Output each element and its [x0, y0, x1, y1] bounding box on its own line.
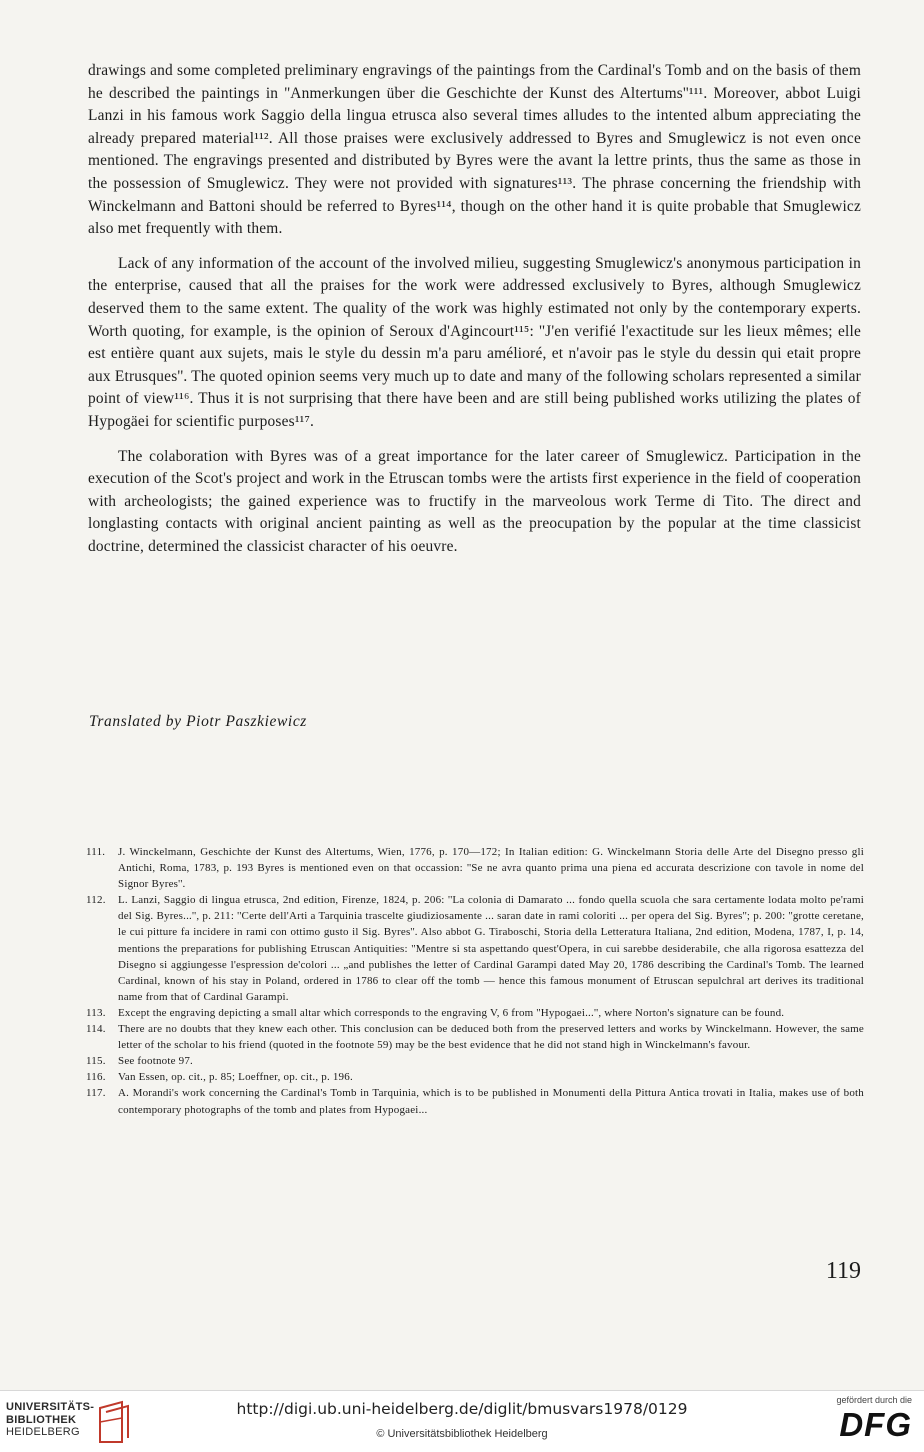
permalink-url[interactable]: http://digi.ub.uni-heidelberg.de/diglit/bmusvars1978/0129	[236, 1400, 688, 1418]
dfg-logo: DFG	[839, 1406, 912, 1443]
footnotes	[86, 844, 864, 1118]
footnote-number: 114.	[86, 1023, 106, 1036]
page-number: 119	[825, 1258, 861, 1284]
footnote-number: 115.	[86, 1055, 106, 1068]
footnote-text: J. Winckelmann, Geschichte der Kunst des Altertums, Wien, 1776, p. 170—172; In Italian edition: G. Winckelmann Storia delle Arte del Disegno presso gli Antichi, Roma, 1783, p. 193 Byres is mentioned even on that occassion: ''Se ne avra quanto prima una piena ed accurata descrizione con tavole in nome del Signor Byres''.	[118, 846, 864, 891]
footnote-number: 111.	[86, 846, 106, 858]
footnote-text: A. Morandi's work concerning the Cardinal's Tomb in Tarquinia, which is to be published in Monumenti della Pittura Antica trovati in Italia, makes use of both contemporary photographs of the tomb and plates from Hypogaei...	[118, 1087, 864, 1116]
footnote-number: 112.	[86, 894, 106, 907]
footnote	[86, 1005, 864, 1021]
footnote-number: 116.	[86, 1071, 106, 1084]
footnote	[86, 1021, 864, 1053]
footnote	[86, 844, 864, 892]
body-text	[88, 60, 861, 570]
paragraph-3: The colaboration with Byres was of a great importance for the later career of Smuglewicz. Participation in the execution of the Scot's project and work in the Etruscan tombs were the artists first experience in the field of cooperation with archeologists; the gained experience was to fructify in the marveolous work Terme di Tito. The direct and longlasting contacts with original ancient painting as well as the preocupation by the popular at the time classicist doctrine, determined the classicist character of his oeuvre.	[88, 447, 861, 555]
library-line: BIBLIOTHEK	[6, 1413, 77, 1426]
footnote-text: Except the engraving depicting a small altar which corresponds to the engraving V, 6 from ''Hypogaei...'', where Norton's signature can be found.	[118, 1006, 785, 1019]
paragraph-1: drawings and some completed preliminary engravings of the paintings from the Cardinal's Tomb and on the basis of them he described the paintings in ''Anmerkungen über die Geschichte der Kunst des Altertums''¹¹¹. Moreover, abbot Luigi Lanzi in his famous work Saggio della lingua etrusca also several times alludes to the intented album appreciating the already prepared material¹¹². All those praises were exclusively addressed to Byres and Smuglewicz is not even once mentioned. The engravings presented and distributed by Byres were the avant la lettre prints, thus the same as those in the possession of Smuglewicz. They were not provided with signatures¹¹³. The phrase concerning the friendship with Winckelmann and Battoni should be referred to Byres¹¹⁴, though on the other hand it is quite probable that Smuglewicz also met frequently with them.	[88, 62, 861, 238]
footnote	[86, 892, 864, 1005]
footnote	[86, 1053, 864, 1069]
footnote-text: Van Essen, op. cit., p. 85; Loeffner, op. cit., p. 196.	[118, 1071, 353, 1084]
footnote-text: L. Lanzi, Saggio di lingua etrusca, 2nd edition, Firenze, 1824, p. 206: ''La colonia di Damarato ... fondo quella scuola che sara certamente lodata molto pe'rami del Sig. Byres...'', p. 211: ''Certe dell'Arti a Tarquinia trascelte giudiziosamente ... saran date in rami coloriti ... per opera del Sig. Byres''; p. 200: ''grotte ceretane, le cui pitture fa incidere in rami con ottimo gusto il Sig. Byres''. Also abbot G. Tiraboschi, Storia della Letteratura Italiana, 2nd edition, Modena, 1787, I, p. 14, mentions the preparations for publishing Etruscan Antiquities: ''Mentre si sta aspettando quest'Opera, in cui sarebbe desiderabile, che alla rigorosa esattezza del Disegno si aggiungesse l'espression de'colori ... „and publishes the letter of Cardinal Garampi dated May 20, 1786 describing the Cardinal's Tomb. The learned Cardinal, known of his stay in Poland, ordered in 1786 to clear off the tomb — hence this famous monument of Etruscan sepulchral art derives its traditional name from that of Cardinal Garampi.	[118, 894, 864, 1003]
footer-bar	[0, 1390, 924, 1452]
paragraph-2: Lack of any information of the account of the involved milieu, suggesting Smuglewicz's anonymous participation in the enterprise, caused that all the praises for the work were addressed exclusively to Byres, although Smuglewicz deserved them to the same extent. The quality of the work was highly estimated not only by the contemporary experts. Worth quoting, for example, is the opinion of Seroux d'Agincourt¹¹⁵: ''J'en verifié l'exactitude sur les lieux mêmes; elle est entière quant aux sujets, mais le style du dessin m'a paru amélioré, et n'avoir pas le style du dessin qui etait propre aux Etrusques''. The quoted opinion seems very much up to date and many of the following scholars represented a similar point of view¹¹⁶. Thus it is not surprising that there have been and are still being published works utilizing the plates of Hypogäei for scientific purposes¹¹⁷.	[88, 254, 861, 430]
footnote	[86, 1085, 864, 1117]
library-line: HEIDELBERG	[6, 1426, 80, 1438]
footnote-text: There are no doubts that they knew each other. This conclusion can be deduced both from the preserved letters and works by Winckelmann. However, the same letter of the scholar to his friend (quoted in the footnote 59) may be the best evidence that he did not stand high in Winckelmann's favour.	[118, 1023, 864, 1052]
footnote-number: 113.	[86, 1006, 106, 1019]
library-line: UNIVERSITÄTS-	[6, 1401, 95, 1413]
funded-by-label: gefördert durch die	[836, 1395, 912, 1405]
translator-credit: Translated by Piotr Paszkiewicz	[89, 713, 307, 730]
footnote-text: See footnote 97.	[118, 1055, 193, 1068]
footnote-number: 117.	[86, 1087, 106, 1100]
copyright-notice: © Universitätsbibliothek Heidelberg	[376, 1428, 548, 1440]
footnote	[86, 1069, 864, 1085]
